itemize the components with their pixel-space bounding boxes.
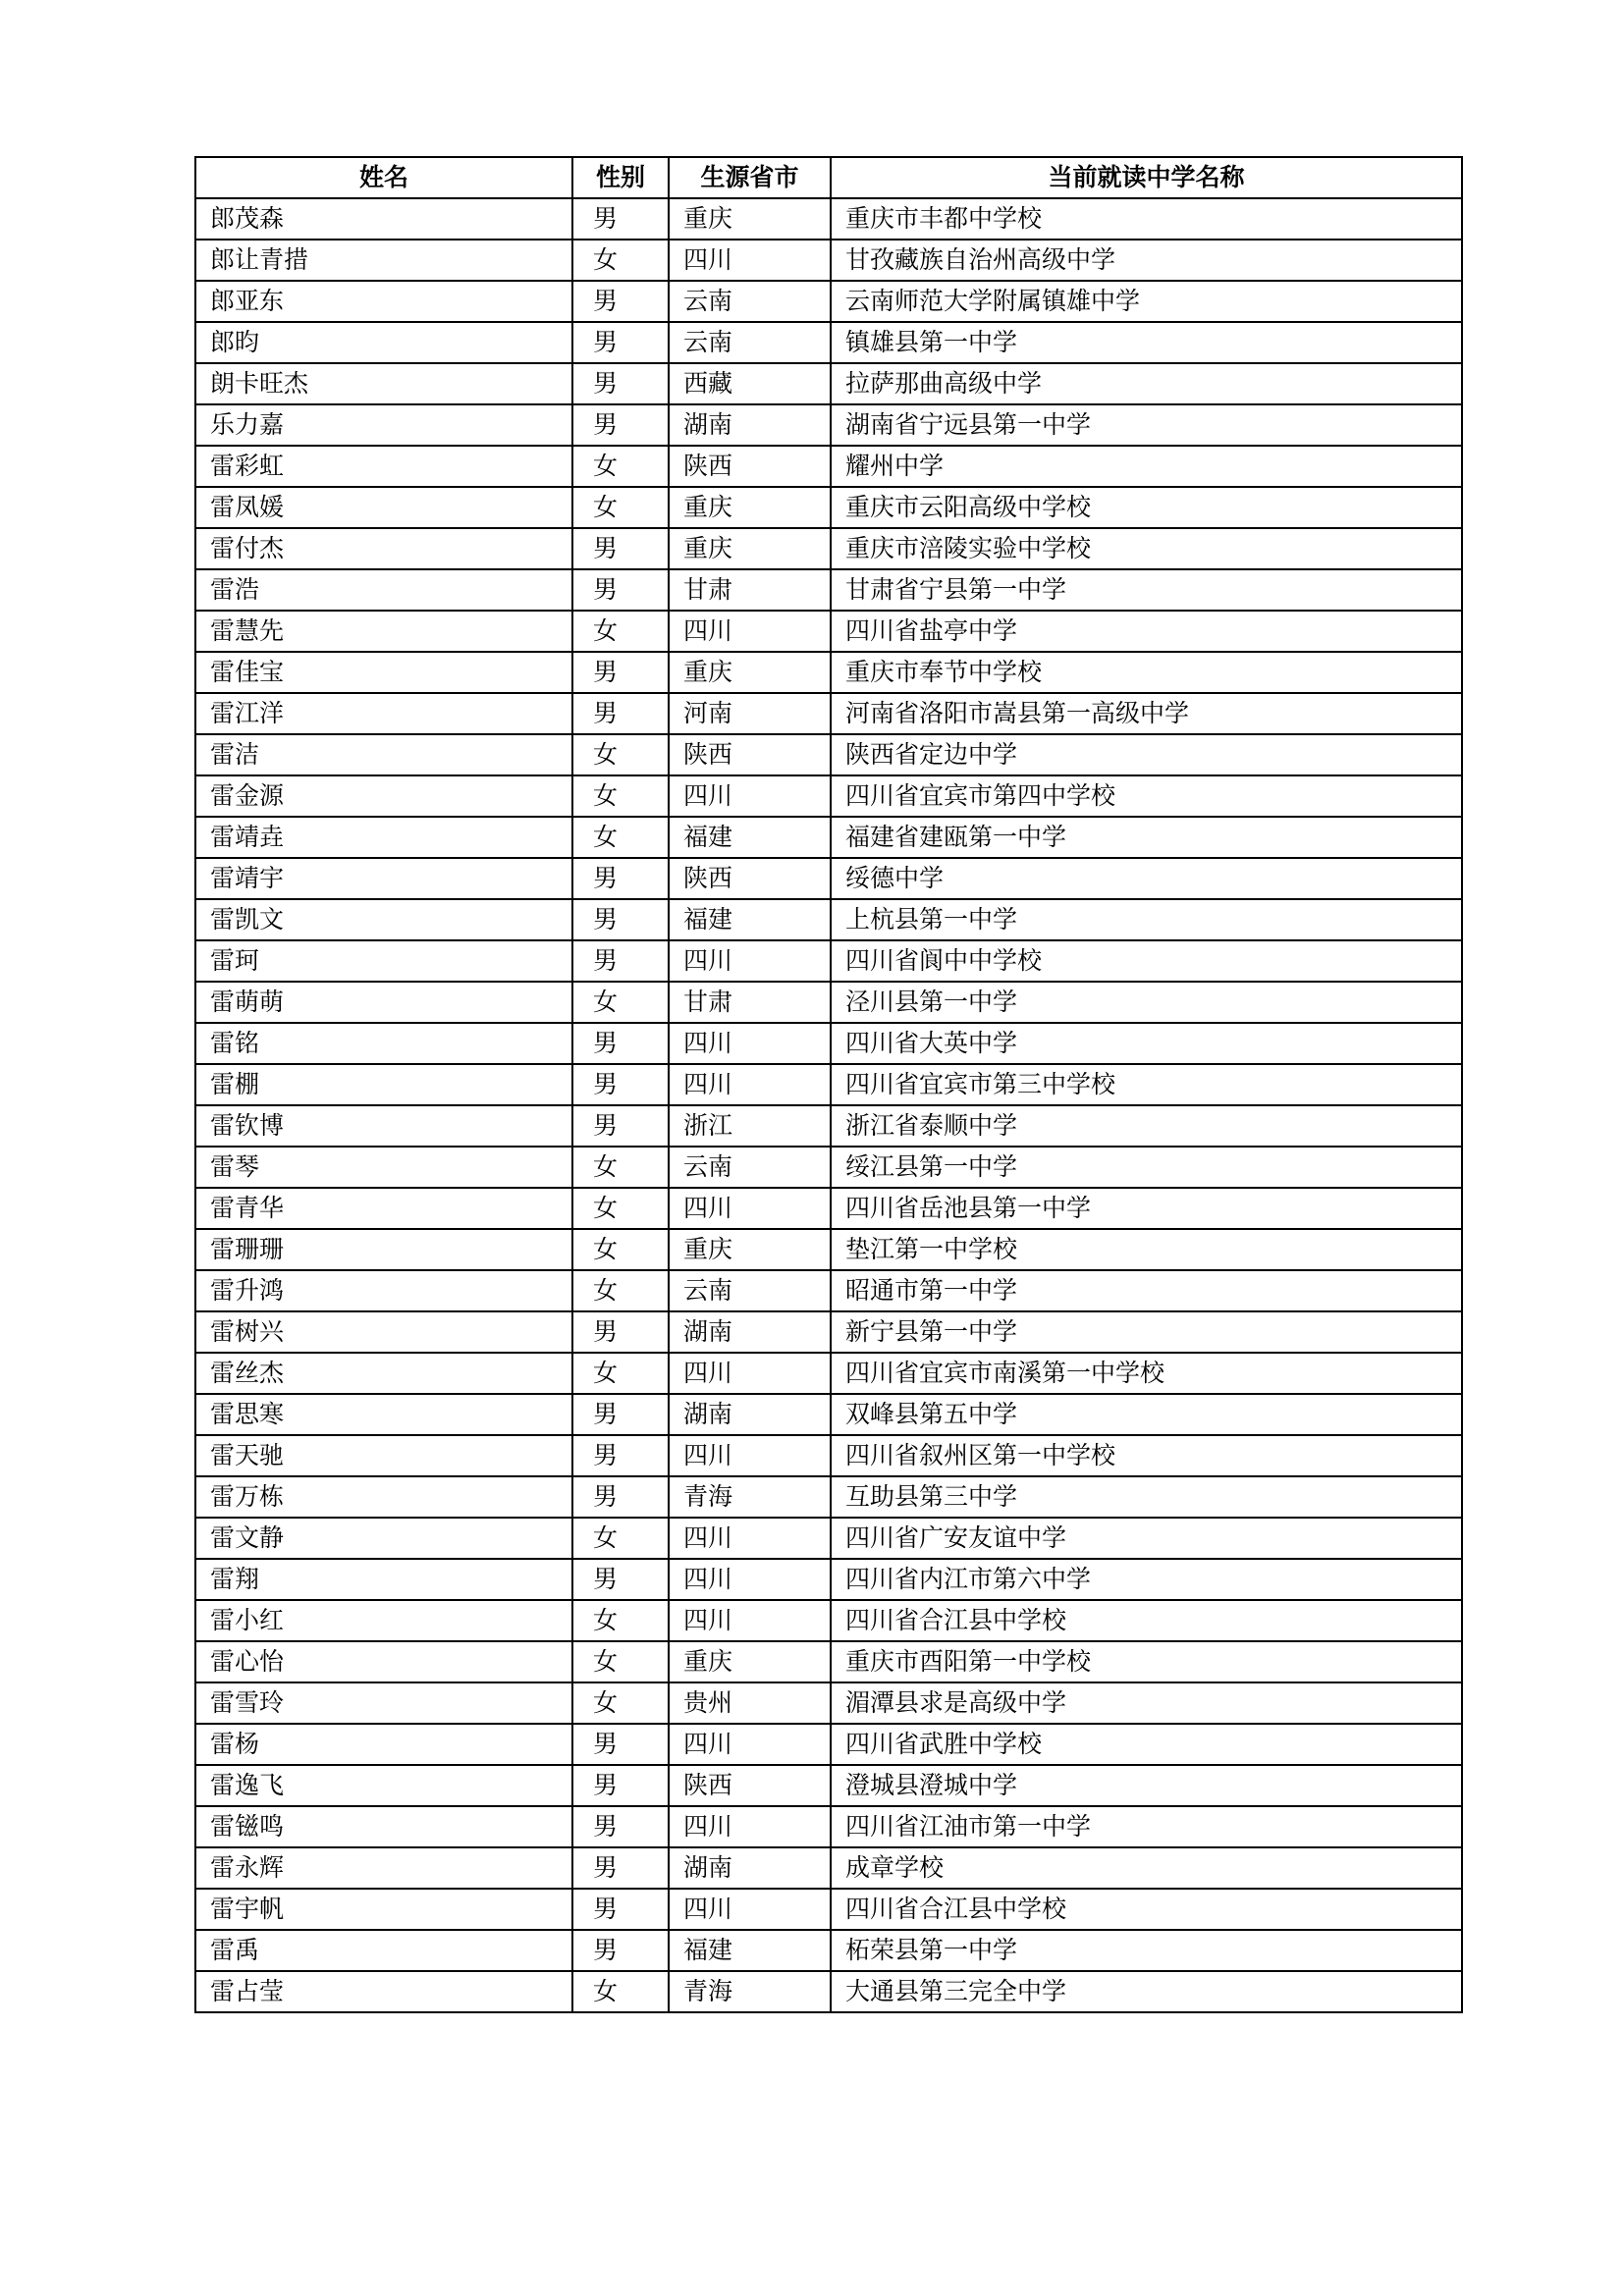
cell-gender: 男: [572, 1064, 669, 1105]
cell-name: 雷钦博: [195, 1105, 572, 1147]
cell-name: 雷翔: [195, 1559, 572, 1600]
cell-gender: 男: [572, 404, 669, 446]
table-row: [195, 1188, 1462, 1229]
cell-province: 甘肃: [669, 982, 831, 1023]
cell-gender: 男: [572, 899, 669, 940]
cell-school: 四川省江油市第一中学: [831, 1806, 1462, 1847]
cell-gender: 女: [572, 487, 669, 528]
cell-school: 新宁县第一中学: [831, 1311, 1462, 1353]
table-row: [195, 1930, 1462, 1971]
cell-province: 福建: [669, 817, 831, 858]
cell-gender: 男: [572, 1806, 669, 1847]
cell-name: 雷杨: [195, 1724, 572, 1765]
cell-province: 湖南: [669, 404, 831, 446]
cell-province: 云南: [669, 1270, 831, 1311]
cell-province: 陕西: [669, 446, 831, 487]
table-row: [195, 240, 1462, 281]
cell-name: 雷凤媛: [195, 487, 572, 528]
table-row: [195, 1311, 1462, 1353]
table-row: [195, 775, 1462, 817]
cell-gender: 女: [572, 1971, 669, 2012]
cell-province: 陕西: [669, 734, 831, 775]
cell-province: 四川: [669, 1889, 831, 1930]
cell-school: 四川省宜宾市第三中学校: [831, 1064, 1462, 1105]
cell-gender: 女: [572, 734, 669, 775]
cell-name: 雷珊珊: [195, 1229, 572, 1270]
cell-province: 四川: [669, 940, 831, 982]
cell-school: 重庆市云阳高级中学校: [831, 487, 1462, 528]
cell-school: 四川省大英中学: [831, 1023, 1462, 1064]
cell-gender: 男: [572, 940, 669, 982]
cell-school: 垫江第一中学校: [831, 1229, 1462, 1270]
header-gender: 性别: [572, 157, 669, 198]
cell-name: 雷占莹: [195, 1971, 572, 2012]
cell-gender: 男: [572, 1476, 669, 1518]
cell-province: 四川: [669, 240, 831, 281]
cell-school: 四川省内江市第六中学: [831, 1559, 1462, 1600]
cell-gender: 女: [572, 1600, 669, 1641]
cell-name: 雷琴: [195, 1147, 572, 1188]
cell-gender: 女: [572, 240, 669, 281]
cell-school: 柘荣县第一中学: [831, 1930, 1462, 1971]
table-row: [195, 322, 1462, 363]
table-row: [195, 652, 1462, 693]
cell-gender: 男: [572, 1311, 669, 1353]
cell-school: 重庆市酉阳第一中学校: [831, 1641, 1462, 1682]
table-row: [195, 198, 1462, 240]
cell-province: 重庆: [669, 1641, 831, 1682]
table-row: [195, 693, 1462, 734]
cell-gender: 女: [572, 817, 669, 858]
cell-name: 雷棚: [195, 1064, 572, 1105]
header-name: 姓名: [195, 157, 572, 198]
table-row: [195, 1435, 1462, 1476]
cell-school: 四川省宜宾市第四中学校: [831, 775, 1462, 817]
cell-province: 青海: [669, 1971, 831, 2012]
cell-gender: 男: [572, 1930, 669, 1971]
cell-name: 雷浩: [195, 569, 572, 611]
cell-school: 云南师范大学附属镇雄中学: [831, 281, 1462, 322]
table-header-row: [195, 157, 1462, 198]
cell-province: 重庆: [669, 198, 831, 240]
cell-province: 福建: [669, 899, 831, 940]
cell-name: 雷萌萌: [195, 982, 572, 1023]
cell-province: 四川: [669, 1724, 831, 1765]
cell-school: 大通县第三完全中学: [831, 1971, 1462, 2012]
cell-school: 重庆市奉节中学校: [831, 652, 1462, 693]
table-row: [195, 734, 1462, 775]
table-row: [195, 404, 1462, 446]
cell-school: 福建省建瓯第一中学: [831, 817, 1462, 858]
cell-province: 湖南: [669, 1394, 831, 1435]
cell-gender: 男: [572, 528, 669, 569]
table-row: [195, 1641, 1462, 1682]
cell-name: 雷小红: [195, 1600, 572, 1641]
cell-province: 福建: [669, 1930, 831, 1971]
cell-province: 青海: [669, 1476, 831, 1518]
table-row: [195, 1023, 1462, 1064]
cell-gender: 男: [572, 198, 669, 240]
cell-school: 昭通市第一中学: [831, 1270, 1462, 1311]
student-table: [194, 156, 1463, 2013]
cell-province: 湖南: [669, 1311, 831, 1353]
cell-name: 郎茂森: [195, 198, 572, 240]
cell-province: 四川: [669, 1353, 831, 1394]
cell-school: 成章学校: [831, 1847, 1462, 1889]
cell-school: 拉萨那曲高级中学: [831, 363, 1462, 404]
cell-name: 雷天驰: [195, 1435, 572, 1476]
cell-province: 云南: [669, 281, 831, 322]
cell-province: 河南: [669, 693, 831, 734]
cell-province: 四川: [669, 1435, 831, 1476]
cell-name: 雷付杰: [195, 528, 572, 569]
cell-name: 雷宇帆: [195, 1889, 572, 1930]
cell-gender: 女: [572, 1229, 669, 1270]
header-province: 生源省市: [669, 157, 831, 198]
cell-gender: 女: [572, 611, 669, 652]
cell-province: 贵州: [669, 1682, 831, 1724]
cell-gender: 男: [572, 858, 669, 899]
table-row: [195, 528, 1462, 569]
cell-province: 四川: [669, 1064, 831, 1105]
cell-province: 四川: [669, 1600, 831, 1641]
cell-name: 乐力嘉: [195, 404, 572, 446]
cell-school: 互助县第三中学: [831, 1476, 1462, 1518]
table-row: [195, 1724, 1462, 1765]
cell-gender: 女: [572, 775, 669, 817]
cell-name: 雷树兴: [195, 1311, 572, 1353]
table-row: [195, 1971, 1462, 2012]
cell-school: 绥江县第一中学: [831, 1147, 1462, 1188]
cell-name: 雷丝杰: [195, 1353, 572, 1394]
cell-province: 陕西: [669, 858, 831, 899]
table-row: [195, 1229, 1462, 1270]
table-row: [195, 899, 1462, 940]
table-body: [195, 198, 1462, 2012]
cell-school: 四川省宜宾市南溪第一中学校: [831, 1353, 1462, 1394]
cell-province: 重庆: [669, 487, 831, 528]
cell-gender: 女: [572, 446, 669, 487]
cell-name: 雷彩虹: [195, 446, 572, 487]
table-row: [195, 1476, 1462, 1518]
cell-name: 雷慧先: [195, 611, 572, 652]
cell-school: 四川省阆中中学校: [831, 940, 1462, 982]
table-row: [195, 940, 1462, 982]
table-row: [195, 569, 1462, 611]
cell-name: 雷佳宝: [195, 652, 572, 693]
cell-school: 重庆市涪陵实验中学校: [831, 528, 1462, 569]
cell-gender: 女: [572, 1353, 669, 1394]
cell-gender: 女: [572, 1518, 669, 1559]
table-row: [195, 858, 1462, 899]
cell-province: 四川: [669, 1188, 831, 1229]
cell-gender: 男: [572, 281, 669, 322]
cell-school: 四川省合江县中学校: [831, 1889, 1462, 1930]
cell-school: 四川省叙州区第一中学校: [831, 1435, 1462, 1476]
cell-gender: 男: [572, 1889, 669, 1930]
table-row: [195, 1353, 1462, 1394]
cell-province: 湖南: [669, 1847, 831, 1889]
cell-name: 雷金源: [195, 775, 572, 817]
cell-gender: 男: [572, 1847, 669, 1889]
table-row: [195, 1394, 1462, 1435]
cell-province: 重庆: [669, 652, 831, 693]
cell-school: 甘肃省宁县第一中学: [831, 569, 1462, 611]
cell-name: 雷思寒: [195, 1394, 572, 1435]
cell-gender: 女: [572, 1270, 669, 1311]
table-row: [195, 1847, 1462, 1889]
cell-gender: 女: [572, 1147, 669, 1188]
cell-name: 雷江洋: [195, 693, 572, 734]
cell-name: 雷凯文: [195, 899, 572, 940]
cell-province: 云南: [669, 322, 831, 363]
table-row: [195, 817, 1462, 858]
cell-name: 雷禹: [195, 1930, 572, 1971]
cell-school: 重庆市丰都中学校: [831, 198, 1462, 240]
cell-school: 湖南省宁远县第一中学: [831, 404, 1462, 446]
cell-name: 雷靖宇: [195, 858, 572, 899]
cell-province: 四川: [669, 775, 831, 817]
cell-name: 雷靖垚: [195, 817, 572, 858]
cell-name: 郎昀: [195, 322, 572, 363]
cell-gender: 男: [572, 1765, 669, 1806]
cell-province: 甘肃: [669, 569, 831, 611]
cell-province: 重庆: [669, 1229, 831, 1270]
table-row: [195, 1518, 1462, 1559]
table-row: [195, 611, 1462, 652]
cell-gender: 男: [572, 1394, 669, 1435]
cell-province: 四川: [669, 611, 831, 652]
cell-gender: 男: [572, 363, 669, 404]
table-row: [195, 446, 1462, 487]
cell-province: 四川: [669, 1559, 831, 1600]
cell-name: 雷心怡: [195, 1641, 572, 1682]
cell-province: 重庆: [669, 528, 831, 569]
cell-school: 四川省广安友谊中学: [831, 1518, 1462, 1559]
cell-gender: 女: [572, 982, 669, 1023]
cell-gender: 男: [572, 1724, 669, 1765]
cell-gender: 男: [572, 693, 669, 734]
table-row: [195, 487, 1462, 528]
table-row: [195, 1600, 1462, 1641]
cell-gender: 男: [572, 1105, 669, 1147]
table-row: [195, 1559, 1462, 1600]
cell-school: 四川省合江县中学校: [831, 1600, 1462, 1641]
cell-gender: 男: [572, 322, 669, 363]
cell-gender: 女: [572, 1188, 669, 1229]
cell-school: 陕西省定边中学: [831, 734, 1462, 775]
cell-province: 四川: [669, 1806, 831, 1847]
cell-province: 陕西: [669, 1765, 831, 1806]
cell-name: 朗卡旺杰: [195, 363, 572, 404]
cell-gender: 女: [572, 1641, 669, 1682]
cell-school: 甘孜藏族自治州高级中学: [831, 240, 1462, 281]
cell-name: 雷铭: [195, 1023, 572, 1064]
cell-gender: 男: [572, 1023, 669, 1064]
table-row: [195, 982, 1462, 1023]
table-row: [195, 363, 1462, 404]
cell-name: 雷雪玲: [195, 1682, 572, 1724]
cell-school: 四川省武胜中学校: [831, 1724, 1462, 1765]
cell-gender: 男: [572, 1559, 669, 1600]
cell-name: 雷珂: [195, 940, 572, 982]
cell-school: 四川省盐亭中学: [831, 611, 1462, 652]
cell-name: 雷洁: [195, 734, 572, 775]
table-row: [195, 1270, 1462, 1311]
cell-gender: 男: [572, 1435, 669, 1476]
table-row: [195, 1682, 1462, 1724]
table-row: [195, 1889, 1462, 1930]
cell-school: 上杭县第一中学: [831, 899, 1462, 940]
cell-province: 西藏: [669, 363, 831, 404]
cell-name: 雷镃鸣: [195, 1806, 572, 1847]
cell-gender: 女: [572, 1682, 669, 1724]
cell-name: 雷万栋: [195, 1476, 572, 1518]
cell-school: 耀州中学: [831, 446, 1462, 487]
cell-province: 云南: [669, 1147, 831, 1188]
table-row: [195, 1765, 1462, 1806]
cell-school: 泾川县第一中学: [831, 982, 1462, 1023]
header-school: 当前就读中学名称: [831, 157, 1462, 198]
cell-province: 四川: [669, 1023, 831, 1064]
cell-name: 郎让青措: [195, 240, 572, 281]
cell-school: 湄潭县求是高级中学: [831, 1682, 1462, 1724]
table-row: [195, 1147, 1462, 1188]
cell-name: 雷文静: [195, 1518, 572, 1559]
cell-gender: 男: [572, 652, 669, 693]
cell-name: 雷青华: [195, 1188, 572, 1229]
cell-gender: 男: [572, 569, 669, 611]
table-row: [195, 281, 1462, 322]
cell-school: 双峰县第五中学: [831, 1394, 1462, 1435]
cell-school: 四川省岳池县第一中学: [831, 1188, 1462, 1229]
cell-school: 澄城县澄城中学: [831, 1765, 1462, 1806]
cell-school: 镇雄县第一中学: [831, 322, 1462, 363]
cell-name: 雷升鸿: [195, 1270, 572, 1311]
cell-school: 河南省洛阳市嵩县第一高级中学: [831, 693, 1462, 734]
cell-name: 雷永辉: [195, 1847, 572, 1889]
table-row: [195, 1105, 1462, 1147]
table-row: [195, 1806, 1462, 1847]
cell-school: 浙江省泰顺中学: [831, 1105, 1462, 1147]
cell-name: 雷逸飞: [195, 1765, 572, 1806]
cell-school: 绥德中学: [831, 858, 1462, 899]
cell-province: 浙江: [669, 1105, 831, 1147]
cell-name: 郎亚东: [195, 281, 572, 322]
cell-province: 四川: [669, 1518, 831, 1559]
table-row: [195, 1064, 1462, 1105]
